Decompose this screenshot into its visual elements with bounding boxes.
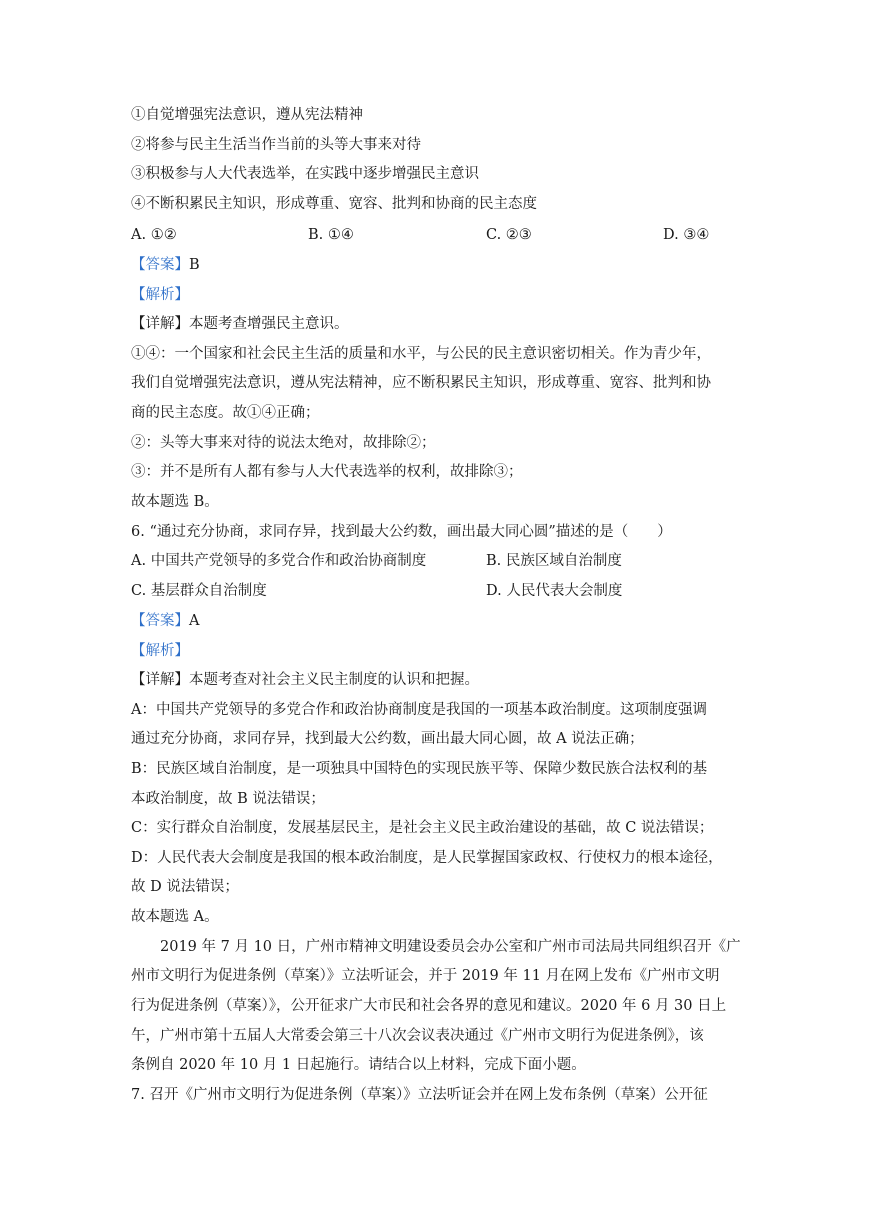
q6-detail-line: D：人民代表大会制度是我国的根本政治制度，是人民掌握国家政权、行使权力的根本途径， <box>131 850 723 866</box>
q6-detail-line: 通过充分协商，求同存异，找到最大公约数，画出最大同心圆，故 A 说法正确； <box>131 731 644 747</box>
answer-value: B <box>189 257 200 273</box>
material-line: 行为促进条例（草案）》，公开征求广大市民和社会各界的意见和建议。2020 年 6 月 30 日上 <box>131 998 727 1014</box>
q5-option-c: C. ②③ <box>486 227 532 243</box>
q5-item-3: ③积极参与人大代表选举，在实践中逐步增强民主意识 <box>131 166 479 182</box>
q5-item-2: ②将参与民主生活当作当前的头等大事来对待 <box>131 137 421 153</box>
q5-option-b: B. ①④ <box>308 227 354 243</box>
q6-detail-line: A：中国共产党领导的多党合作和政治协商制度是我国的一项基本政治制度。这项制度强调 <box>131 702 707 718</box>
q7-stem: 7. 召开《广州市文明行为促进条例（草案）》立法听证会并在网上发布条例（草案）公开征 <box>131 1087 708 1103</box>
q5-detail-line: 我们自觉增强宪法意识，遵从宪法精神，应不断积累民主知识，形成尊重、宽容、批判和协 <box>131 375 711 391</box>
detail-tag: 【详解】 <box>131 316 189 332</box>
q5-detail-line: 商的民主态度。故①④正确； <box>131 405 320 421</box>
q6-option-d: D. 人民代表大会制度 <box>486 583 623 599</box>
q5-detail-line: 故本题选 B。 <box>131 494 219 510</box>
q6-detail-line: 故 D 说法错误； <box>131 879 239 895</box>
q6-detail-line: C：实行群众自治制度，发展基层民主，是社会主义民主政治建设的基础，故 C 说法错误； <box>131 820 714 836</box>
q6-option-b: B. 民族区域自治制度 <box>486 553 622 569</box>
q6-answer <box>131 611 199 631</box>
q5-detail-line: ②：头等大事来对待的说法太绝对，故排除②； <box>131 435 436 451</box>
material-line: 条例自 2020 年 10 月 1 日起施行。请结合以上材料，完成下面小题。 <box>131 1057 586 1073</box>
q5-item-1: ①自觉增强宪法意识，遵从宪法精神 <box>131 107 363 123</box>
material-line: 午，广州市第十五届人大常委会第三十八次会议表决通过《广州市文明行为促进条例》，该 <box>131 1028 704 1044</box>
material-line: 2019 年 7 月 10 日，广州市精神文明建设委员会办公室和广州市司法局共同组织召开《广 <box>131 939 741 955</box>
q5-detail-line: ③：并不是所有人都有参与人大代表选举的权利，故排除③； <box>131 464 523 480</box>
q5-analysis <box>131 285 189 305</box>
q6-analysis <box>131 641 189 661</box>
q6-detail-line: 本政治制度，故 B 说法错误； <box>131 791 325 807</box>
material-line: 州市文明行为促进条例（草案）》立法听证会，并于 2019 年 11 月在网上发布《广州市文明 <box>131 968 720 984</box>
analysis-tag: 【解析】 <box>131 287 189 303</box>
q6-detail-line: B：民族区域自治制度，是一项独具中国特色的实现民族平等、保障少数民族合法权利的基 <box>131 761 708 777</box>
q5-option-d: D. ③④ <box>663 227 710 243</box>
q6-detail-line: 故本题选 A。 <box>131 909 219 925</box>
q6-option-a: A. 中国共产党领导的多党合作和政治协商制度 <box>131 553 427 569</box>
answer-value: A <box>189 613 200 629</box>
analysis-tag: 【解析】 <box>131 643 189 659</box>
q5-detail-line <box>131 314 349 334</box>
detail-text: 本题考查对社会主义民主制度的认识和把握。 <box>189 672 479 688</box>
q5-answer <box>131 255 200 275</box>
answer-tag: 【答案】 <box>131 257 189 273</box>
q6-detail-line <box>131 670 479 690</box>
answer-tag: 【答案】 <box>131 613 189 629</box>
detail-text: 本题考查增强民主意识。 <box>189 316 349 332</box>
q6-option-c: C. 基层群众自治制度 <box>131 583 267 599</box>
q5-item-4: ④不断积累民主知识，形成尊重、宽容、批判和协商的民主态度 <box>131 196 537 212</box>
detail-tag: 【详解】 <box>131 672 189 688</box>
q5-option-a: A. ①② <box>131 227 177 243</box>
q5-detail-line: ①④：一个国家和社会民主生活的质量和水平，与公民的民主意识密切相关。作为青少年， <box>131 346 711 362</box>
q6-stem: 6. “通过充分协商，求同存异，找到最大公约数，画出最大同心圆”描述的是（ ） <box>131 524 672 540</box>
